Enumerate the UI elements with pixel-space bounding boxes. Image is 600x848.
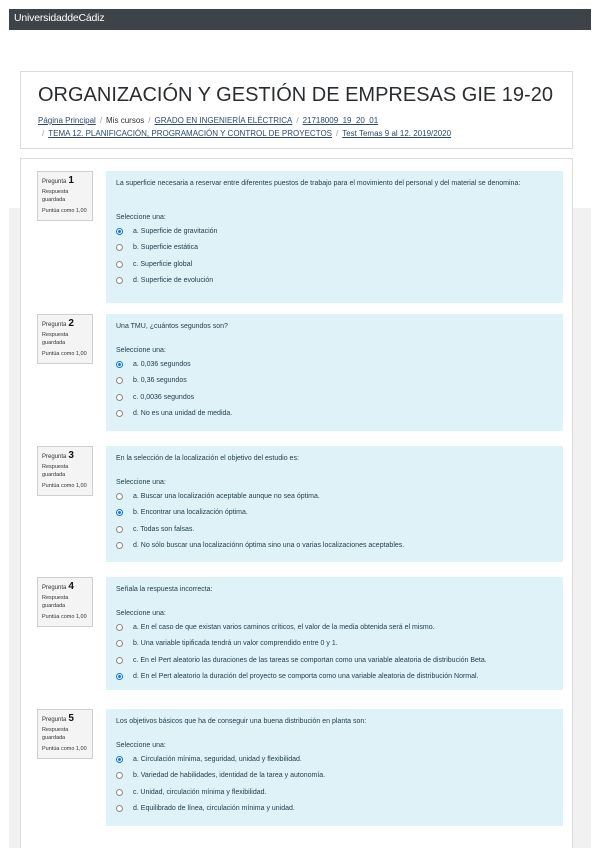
question-content (106, 709, 563, 826)
radio-selected-icon[interactable] (116, 756, 123, 763)
question-number (42, 450, 88, 461)
question-number-value: 1 (68, 175, 74, 186)
radio-icon[interactable] (116, 261, 123, 268)
answer-option-label[interactable]: d. Superficie de evolución (133, 277, 214, 284)
answer-option-label[interactable]: a. Superficie de gravitación (133, 227, 218, 235)
question-grade: Puntúa como 1,00 (42, 351, 87, 357)
question-content (106, 314, 563, 431)
radio-selected-icon[interactable] (116, 509, 123, 516)
answer-option[interactable] (116, 540, 404, 552)
answer-option[interactable] (116, 803, 295, 815)
question-info (37, 314, 93, 364)
answer-option[interactable] (116, 621, 435, 633)
question-info (37, 171, 93, 221)
question-number-value: 2 (68, 318, 74, 329)
question-number-value: 5 (68, 713, 74, 724)
question-number (42, 175, 88, 186)
question-number-value: 4 (68, 581, 74, 592)
question-text: La superficie necesaria a reservar entre diferentes puestos de trabajo para el movimiento del personal y del material se denomina: (116, 180, 521, 187)
question-info (37, 709, 93, 759)
question-label: Pregunta (42, 717, 67, 723)
question-state: Respuesta guardada (42, 595, 69, 609)
question-text: Señala la respuesta incorrecta: (116, 586, 213, 593)
answer-option-label[interactable]: c. Superficie global (133, 260, 193, 268)
answer-option[interactable] (116, 358, 191, 370)
answer-option-label[interactable]: c. 0,0036 segundos (133, 393, 195, 401)
answer-prompt: Seleccione una: (116, 610, 166, 617)
question-label: Pregunta (42, 585, 67, 591)
radio-selected-icon[interactable] (116, 673, 123, 680)
radio-icon[interactable] (116, 493, 123, 500)
breadcrumb-separator: / (99, 116, 103, 125)
answer-option-label[interactable]: a. Circulación mínima, seguridad, unidad y flexibilidad. (133, 755, 302, 763)
question-label: Pregunta (42, 322, 67, 328)
question-text: En la selección de la localización el objetivo del estudio es: (116, 455, 299, 462)
answer-option[interactable] (116, 654, 487, 666)
radio-icon[interactable] (116, 640, 123, 647)
answer-prompt: Seleccione una: (116, 347, 166, 354)
radio-icon[interactable] (116, 277, 123, 284)
question-content (106, 171, 563, 303)
breadcrumb (38, 114, 558, 140)
answer-prompt: Seleccione una: (116, 214, 166, 221)
answer-option-label[interactable]: b. 0,36 segundos (133, 377, 187, 384)
answer-option[interactable] (116, 242, 198, 254)
breadcrumb-item[interactable]: 21718009_19_20_01 (302, 116, 379, 125)
answer-option[interactable] (116, 258, 192, 270)
question-state: Respuesta guardada (42, 727, 69, 741)
answer-option[interactable] (116, 786, 266, 798)
question-grade: Puntúa como 1,00 (42, 208, 87, 214)
radio-icon[interactable] (116, 789, 123, 796)
answer-option[interactable] (116, 770, 325, 782)
page-header (20, 71, 573, 149)
answer-option-label[interactable]: d. Equilibrado de línea, circulación mínima y unidad. (133, 805, 295, 812)
answer-option-label[interactable]: d. No es una unidad de medida. (133, 410, 233, 417)
breadcrumb-separator: / (42, 129, 45, 138)
answer-prompt: Seleccione una: (116, 479, 166, 486)
answer-option[interactable] (116, 375, 187, 387)
question-state: Respuesta guardada (42, 189, 69, 203)
answer-prompt: Seleccione una: (116, 742, 166, 749)
breadcrumb-item[interactable]: Página Principal (38, 116, 96, 125)
question-number (42, 713, 88, 724)
answer-option[interactable] (116, 408, 232, 420)
radio-icon[interactable] (116, 410, 123, 417)
question-state: Respuesta guardada (42, 464, 69, 478)
question-content (106, 577, 563, 690)
question-number (42, 581, 88, 592)
answer-option[interactable] (116, 490, 320, 502)
radio-icon[interactable] (116, 394, 123, 401)
question-label: Pregunta (42, 179, 67, 185)
question-number-value: 3 (68, 450, 74, 461)
radio-icon[interactable] (116, 657, 123, 664)
answer-option-label[interactable]: b. Variedad de habilidades, identidad de la tarea y autonomía. (133, 772, 326, 779)
radio-icon[interactable] (116, 244, 123, 251)
breadcrumb-item[interactable]: GRADO EN INGENIERÍA ELÉCTRICA (154, 116, 293, 125)
answer-option-label[interactable]: c. En el Pert aleatorio las duraciones de las tareas se comportan como una variable aleatoria de distribución Beta. (133, 656, 487, 664)
answer-option[interactable] (116, 225, 217, 237)
radio-icon[interactable] (116, 624, 123, 631)
radio-icon[interactable] (116, 526, 123, 533)
radio-selected-icon[interactable] (116, 361, 123, 368)
answer-option[interactable] (116, 638, 338, 650)
answer-option-label[interactable]: a. En el caso de que existan varios caminos críticos, el valor de la media obtenida será el mismo. (133, 623, 435, 631)
university-logo[interactable]: UniversidaddeCádiz (14, 12, 105, 24)
question-label: Pregunta (42, 454, 67, 460)
answer-option[interactable] (116, 753, 302, 765)
radio-selected-icon[interactable] (116, 228, 123, 235)
answer-option[interactable] (116, 275, 213, 287)
question-text: Los objetivos básicos que ha de conseguir una buena distribución en planta son: (116, 718, 367, 725)
answer-option-label[interactable]: d. En el Pert aleatorio la duración del proyecto se comporta como una variable aleatoria de distribución Normal. (133, 673, 479, 680)
page-title: ORGANIZACIÓN Y GESTIÓN DE EMPRESAS GIE 19-20 (38, 84, 553, 106)
question-number (42, 318, 88, 329)
question-info (37, 446, 93, 496)
breadcrumb-separator: / (296, 116, 299, 125)
answer-option[interactable] (116, 507, 248, 519)
radio-icon[interactable] (116, 772, 123, 779)
answer-option-label[interactable]: b. Encontrar una localización óptima. (133, 509, 248, 516)
answer-option-label[interactable]: c. Unidad, circulación mínima y flexibilidad. (133, 788, 267, 796)
answer-option-label[interactable]: b. Una variable tipificada tendrá un valor comprendido entre 0 y 1. (133, 640, 338, 647)
answer-option-label[interactable]: b. Superficie estática (133, 244, 198, 251)
breadcrumb-item[interactable]: Test Temas 9 al 12. 2019/2020 (342, 129, 452, 138)
question-grade: Puntúa como 1,00 (42, 614, 87, 620)
radio-icon[interactable] (116, 377, 123, 384)
question-content (106, 446, 563, 562)
breadcrumb-separator: / (148, 116, 151, 125)
question-grade: Puntúa como 1,00 (42, 483, 87, 489)
top-navbar (9, 9, 591, 30)
answer-option[interactable] (116, 671, 479, 683)
question-state: Respuesta guardada (42, 332, 69, 346)
breadcrumb-item: Mis cursos (106, 116, 145, 125)
breadcrumb-separator: / (336, 129, 339, 138)
answer-option[interactable] (116, 391, 194, 403)
answer-option-label[interactable]: a. Buscar una localización aceptable aunque no sea óptima. (133, 492, 320, 500)
radio-icon[interactable] (116, 805, 123, 812)
answer-option-label[interactable]: c. Todas son falsas. (133, 525, 195, 533)
radio-icon[interactable] (116, 542, 123, 549)
breadcrumb-item[interactable]: TEMA 12. PLANIFICACIÓN, PROGRAMACIÓN Y CONTROL DE PROYECTOS (48, 129, 332, 138)
answer-option-label[interactable]: d. No sólo buscar una localizaciónn óptima sino una o varias localizaciones aceptables. (133, 542, 405, 549)
question-info (37, 577, 93, 627)
question-grade: Puntúa como 1,00 (42, 746, 87, 752)
answer-option[interactable] (116, 523, 194, 535)
answer-option-label[interactable]: a. 0,036 segundos (133, 360, 191, 368)
question-text: Una TMU, ¿cuántos segundos son? (116, 323, 228, 330)
